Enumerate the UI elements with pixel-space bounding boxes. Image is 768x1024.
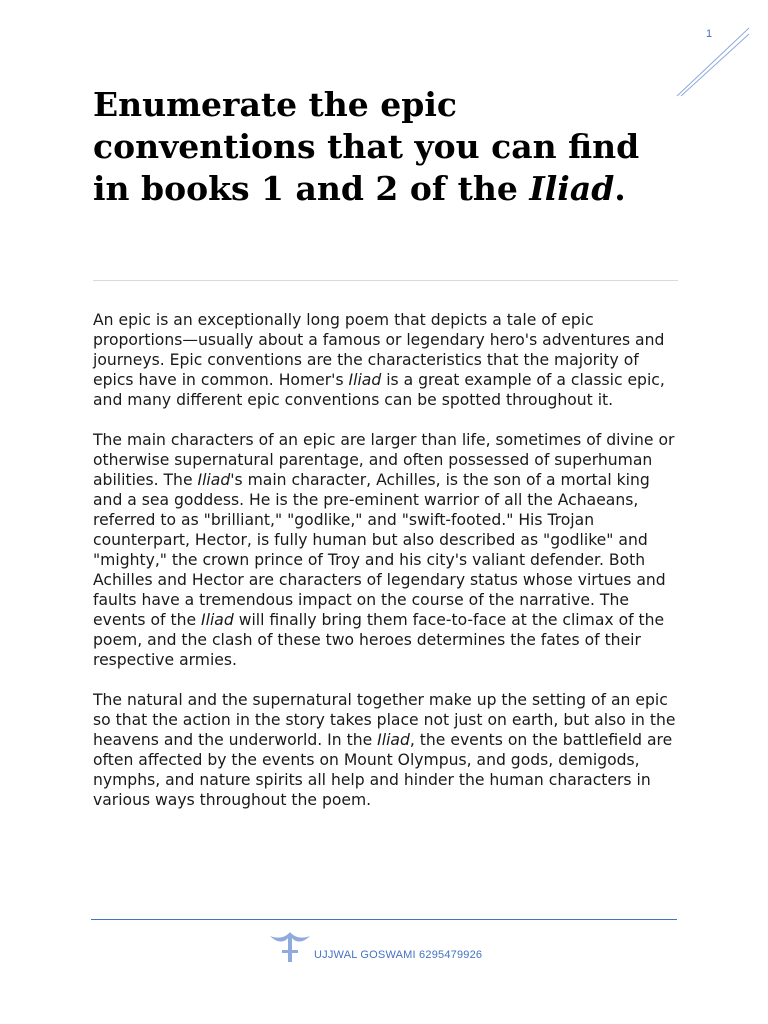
page-number: 1 (706, 28, 713, 40)
title-italic: Iliad (529, 169, 615, 208)
footer-divider (91, 919, 677, 920)
page-title (93, 84, 653, 210)
paragraph-italic: Iliad (377, 731, 410, 749)
paragraph-italic: Iliad (201, 611, 234, 629)
paragraph-3 (93, 690, 678, 810)
paragraph-text: is a great example of a classic epic, and many different epic conventions can be spotted throughout it. (93, 371, 665, 409)
document-body (93, 310, 678, 830)
paragraph-text: An epic is an exceptionally long poem that depicts a tale of epic proportions—usually about a famous or legendary hero's adventures and journeys. Epic conventions are the characteristics that the majority of epics have in common. Homer's (93, 311, 665, 389)
paragraph-text: , the events on the battlefield are often affected by the events on Mount Olympus, and gods, demigods, nymphs, and nature spirits all help and hinder the human characters in various ways throughout the poem. (93, 731, 673, 809)
paragraph-text: 's main character, Achilles, is the son of a mortal king and a sea goddess. He is the pre-eminent warrior of all the Achaeans, referred to as "brilliant," "godlike," and "swift-footed." His Trojan counterpart, Hector, is fully human but also described as "godlike" and "mighty," the crown prince of Troy and his city's valiant defender. Both Achilles and Hector are characters of legendary status whose virtues and faults have a tremendous impact on the course of the narrative. The events of the (93, 471, 666, 629)
paragraph-italic: Iliad (348, 371, 382, 389)
paragraph-1 (93, 310, 678, 410)
logo-icon (268, 930, 312, 964)
paragraph-text: The natural and the supernatural together make up the setting of an epic so that the action in the story takes place not just on earth, but also in the heavens and the underworld. In the (93, 691, 676, 749)
paragraph-text: The main characters of an epic are larger than life, sometimes of divine or otherwise supernatural parentage, and often possessed of superhuman abilities. The (93, 431, 675, 489)
paragraph-text: will finally bring them face-to-face at the climax of the poem, and the clash of these two heroes determines the fates of their respective armies. (93, 611, 665, 669)
paragraph-2 (93, 430, 678, 670)
title-divider (93, 280, 678, 281)
paragraph-italic: Iliad (197, 471, 231, 489)
corner-decoration-icon (672, 24, 752, 100)
footer-author: UJJWAL GOSWAMI 6295479926 (314, 949, 483, 961)
title-end: . (614, 169, 626, 208)
title-text: Enumerate the epic conventions that you can find in books 1 and 2 of the (93, 85, 640, 208)
